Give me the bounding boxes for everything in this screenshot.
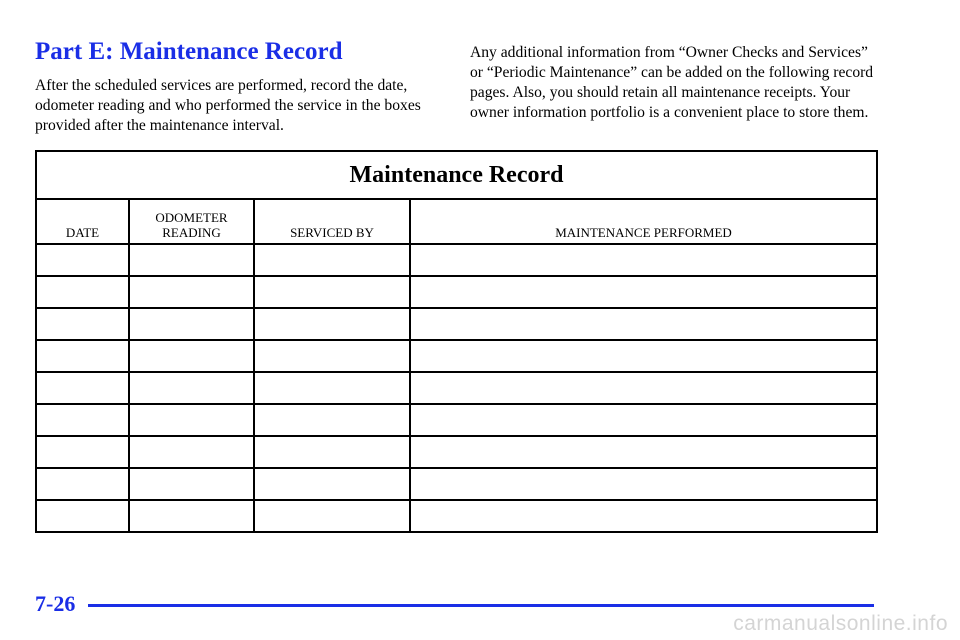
record-cell-maintenance[interactable] bbox=[410, 372, 877, 404]
record-cell-odometer[interactable] bbox=[129, 372, 254, 404]
record-cell-serviced-by[interactable] bbox=[254, 340, 410, 372]
record-cell-maintenance[interactable] bbox=[410, 404, 877, 436]
record-cell-odometer[interactable] bbox=[129, 404, 254, 436]
record-cell-date[interactable] bbox=[36, 468, 129, 500]
table-row bbox=[36, 372, 877, 404]
record-cell-maintenance[interactable] bbox=[410, 468, 877, 500]
table-row bbox=[36, 500, 877, 532]
page-number: 7-26 bbox=[35, 591, 76, 616]
record-cell-odometer[interactable] bbox=[129, 500, 254, 532]
table-row bbox=[36, 468, 877, 500]
table-row bbox=[36, 308, 877, 340]
column-header-odometer: ODOMETER READING bbox=[129, 199, 254, 244]
record-cell-maintenance[interactable] bbox=[410, 340, 877, 372]
record-cell-maintenance[interactable] bbox=[410, 244, 877, 276]
record-cell-odometer[interactable] bbox=[129, 468, 254, 500]
record-cell-odometer[interactable] bbox=[129, 244, 254, 276]
record-cell-maintenance[interactable] bbox=[410, 308, 877, 340]
record-cell-odometer[interactable] bbox=[129, 436, 254, 468]
record-cell-date[interactable] bbox=[36, 404, 129, 436]
column-header-maintenance: MAINTENANCE PERFORMED bbox=[410, 199, 877, 244]
record-cell-date[interactable] bbox=[36, 276, 129, 308]
record-cell-date[interactable] bbox=[36, 436, 129, 468]
record-cell-serviced-by[interactable] bbox=[254, 500, 410, 532]
record-cell-date[interactable] bbox=[36, 308, 129, 340]
table-row bbox=[36, 244, 877, 276]
footer-rule bbox=[88, 604, 874, 607]
intro-paragraph-left: After the scheduled services are performed, record the date, odometer reading and who performed the service in the boxes provided after the maintenance interval. bbox=[35, 77, 421, 134]
table-row bbox=[36, 404, 877, 436]
table-row bbox=[36, 436, 877, 468]
record-cell-maintenance[interactable] bbox=[410, 500, 877, 532]
record-cell-serviced-by[interactable] bbox=[254, 308, 410, 340]
table-row bbox=[36, 340, 877, 372]
record-cell-serviced-by[interactable] bbox=[254, 276, 410, 308]
section-heading: Part E: Maintenance Record bbox=[35, 38, 343, 65]
record-cell-odometer[interactable] bbox=[129, 340, 254, 372]
maintenance-record-table bbox=[35, 150, 878, 533]
table-title: Maintenance Record bbox=[36, 151, 877, 199]
record-cell-odometer[interactable] bbox=[129, 276, 254, 308]
record-cell-serviced-by[interactable] bbox=[254, 468, 410, 500]
intro-paragraph-right: Any additional information from “Owner Checks and Services” or “Periodic Maintenance” can be added on the following record pages. Also, you should retain all maintenance receipts. Your owner information portfolio is a convenient place to store them. bbox=[470, 44, 874, 121]
column-header-row bbox=[36, 199, 877, 244]
record-cell-serviced-by[interactable] bbox=[254, 404, 410, 436]
column-header-serviced-by: SERVICED BY bbox=[254, 199, 410, 244]
record-cell-date[interactable] bbox=[36, 500, 129, 532]
record-cell-maintenance[interactable] bbox=[410, 436, 877, 468]
record-cell-serviced-by[interactable] bbox=[254, 244, 410, 276]
record-cell-date[interactable] bbox=[36, 244, 129, 276]
record-cell-date[interactable] bbox=[36, 340, 129, 372]
table-row bbox=[36, 276, 877, 308]
watermark-text: carmanualsonline.info bbox=[733, 612, 948, 635]
record-cell-maintenance[interactable] bbox=[410, 276, 877, 308]
record-cell-date[interactable] bbox=[36, 372, 129, 404]
record-cell-odometer[interactable] bbox=[129, 308, 254, 340]
record-cell-serviced-by[interactable] bbox=[254, 372, 410, 404]
record-cell-serviced-by[interactable] bbox=[254, 436, 410, 468]
column-header-date: DATE bbox=[36, 199, 129, 244]
